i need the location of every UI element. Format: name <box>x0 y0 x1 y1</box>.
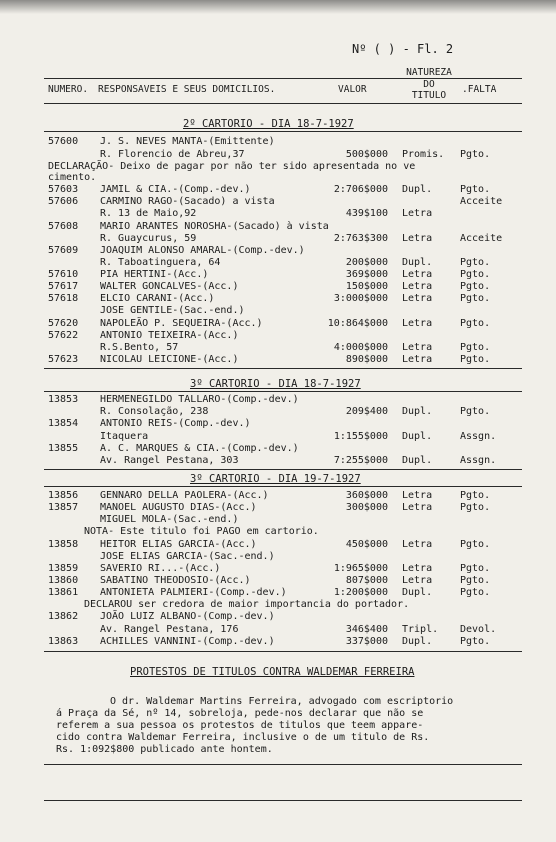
header-natureza-line3: TITULO <box>411 90 447 101</box>
row-number: 57609 <box>48 245 79 256</box>
header-falta: .FALTA <box>462 84 497 95</box>
row-natureza: Letra <box>402 293 433 304</box>
row-valor: 200$000 <box>345 257 388 268</box>
section-title-2: 3º CARTORIO - DIA 18-7-1927 <box>190 378 361 390</box>
row-number: 13855 <box>48 443 79 454</box>
row-number: 57617 <box>48 281 79 292</box>
row-responsavel: ACHILLES VANNINI-(Comp.-dev.) <box>100 636 275 647</box>
row-responsavel: R. Guaycurus, 59 <box>100 233 197 244</box>
header-natureza <box>398 67 460 102</box>
header-natureza-line1: NATUREZA <box>406 67 452 78</box>
header-natureza-line2: DO <box>423 78 435 90</box>
article-title: PROTESTOS DE TITULOS CONTRA WALDEMAR FERREIRA <box>130 666 415 678</box>
row-number: 13861 <box>48 587 79 598</box>
row-responsavel: ANTONIETA PALMIERI-(Comp.-dev.) <box>100 587 287 598</box>
row-responsavel: HERMENEGILDO TALLARO-(Comp.-dev.) <box>100 394 299 405</box>
row-falta: Assgn. <box>460 455 497 466</box>
section-end-rule-1 <box>44 368 522 369</box>
row-falta: Pgto. <box>460 587 491 598</box>
article-line-3: referem a sua pessoa os protestos de titulos que teem appare- <box>56 720 424 731</box>
row-responsavel: JOSE GENTILE-(Sac.-end.) <box>100 305 245 316</box>
row-falta: Pgto. <box>460 318 491 329</box>
row-responsavel: MIGUEL MOLA-(Sac.-end.) <box>100 514 239 525</box>
note-declaracao-cont: cimento. <box>48 172 97 183</box>
row-natureza: Dupl. <box>402 587 433 598</box>
row-falta: Acceite <box>460 233 503 244</box>
row-natureza: Letra <box>402 281 433 292</box>
row-natureza: Letra <box>402 490 433 501</box>
row-valor: 890$000 <box>345 354 388 365</box>
row-number: 57608 <box>48 221 79 232</box>
row-falta: Pgto. <box>460 184 491 195</box>
row-valor: 300$000 <box>345 502 388 513</box>
row-natureza: Letra <box>402 539 433 550</box>
row-valor: 369$000 <box>345 269 388 280</box>
row-responsavel: Av. Rangel Pestana, 176 <box>100 624 239 635</box>
row-falta: Pgto. <box>460 149 491 160</box>
row-natureza: Dupl. <box>402 431 433 442</box>
row-responsavel: MANOEL AUGUSTO DIAS-(Acc.) <box>100 502 257 513</box>
row-responsavel: PIA HERTINI-(Acc.) <box>100 269 209 280</box>
section-rule-1 <box>44 131 522 132</box>
row-number: 13863 <box>48 636 79 647</box>
header-responsaveis: RESPONSAVEIS E SEUS DOMICILIOS. <box>98 84 276 95</box>
row-responsavel: HEITOR ELIAS GARCIA-(Acc.) <box>100 539 257 550</box>
row-responsavel: NICOLAU LEICIONE-(Acc.) <box>100 354 239 365</box>
row-number: 57600 <box>48 136 79 147</box>
row-responsavel: SABATINO THEODOSIO-(Acc.) <box>100 575 251 586</box>
row-natureza: Dupl. <box>402 406 433 417</box>
row-responsavel: R. Taboatinguera, 64 <box>100 257 221 268</box>
row-valor: 807$000 <box>345 575 388 586</box>
header-numero: NUMERO. <box>48 84 89 95</box>
row-valor: 1:200$000 <box>333 587 388 598</box>
note-declaracao: DECLARAÇÃO- Deixo de pagar por não ter sido apresentada no ve <box>48 161 416 172</box>
row-natureza: Dupl. <box>402 455 433 466</box>
row-falta: Pgto. <box>460 293 491 304</box>
row-responsavel: A. C. MARQUES & CIA.-(Comp.-dev.) <box>100 443 299 454</box>
row-valor: 360$000 <box>345 490 388 501</box>
row-responsavel: JOÃO LUIZ ALBANO-(Comp.-dev.) <box>100 611 275 622</box>
row-responsavel: JOAQUIM ALONSO AMARAL-(Comp.-dev.) <box>100 245 305 256</box>
note-pago: NOTA- Este titulo foi PAGO em cartorio. <box>84 526 319 537</box>
row-valor: 209$400 <box>345 406 388 417</box>
row-falta: Pgto. <box>460 575 491 586</box>
row-responsavel: ANTONIO TEIXEIRA-(Acc.) <box>100 330 239 341</box>
row-valor: 337$000 <box>345 636 388 647</box>
scan-edge-shadow <box>0 0 556 14</box>
row-falta: Pgto. <box>460 636 491 647</box>
row-valor: 450$000 <box>345 539 388 550</box>
article-line-1: O dr. Waldemar Martins Ferreira, advogado com escriptorio <box>110 696 454 707</box>
section-rule-2 <box>44 391 522 392</box>
row-valor: 1:155$000 <box>333 431 388 442</box>
row-responsavel: GENNARO DELLA PAOLERA-(Acc.) <box>100 490 269 501</box>
row-valor: 439$100 <box>345 208 388 219</box>
section-title-1: 2º CARTORIO - DIA 18-7-1927 <box>183 118 354 130</box>
row-falta: Pgto. <box>460 539 491 550</box>
row-number: 13858 <box>48 539 79 550</box>
row-responsavel: R. Florencio de Abreu,37 <box>100 149 245 160</box>
row-valor: 150$000 <box>345 281 388 292</box>
row-falta: Pgto. <box>460 490 491 501</box>
row-falta: Pgto. <box>460 281 491 292</box>
row-natureza: Letra <box>402 318 433 329</box>
row-responsavel: WALTER GONCALVES-(Acc.) <box>100 281 239 292</box>
row-natureza: Letra <box>402 563 433 574</box>
row-responsavel: JOSE ELIAS GARCIA-(Sac.-end.) <box>100 551 275 562</box>
row-natureza: Dupl. <box>402 636 433 647</box>
row-falta: Assgn. <box>460 431 497 442</box>
row-natureza: Dupl. <box>402 257 433 268</box>
row-valor: 346$400 <box>345 624 388 635</box>
row-responsavel: J. S. NEVES MANTA-(Emittente) <box>100 136 275 147</box>
footer-rule-2 <box>44 800 522 801</box>
row-number: 57610 <box>48 269 79 280</box>
article-line-2: á Praça da Sé, nº 14, sobreloja, pede-nos declarar que não se <box>56 708 424 719</box>
row-valor: 4:000$000 <box>333 342 388 353</box>
row-responsavel: MARIO ARANTES NOROSHA-(Sacado) à vista <box>100 221 329 232</box>
row-number: 57603 <box>48 184 79 195</box>
row-number: 57606 <box>48 196 79 207</box>
row-falta: Pgto. <box>460 354 491 365</box>
row-valor: 2:763$300 <box>333 233 388 244</box>
row-valor: 3:000$000 <box>333 293 388 304</box>
article-line-5: Rs. 1:092$800 publicado ante hontem. <box>56 744 273 755</box>
row-falta: Pgto. <box>460 502 491 513</box>
row-natureza: Dupl. <box>402 184 433 195</box>
row-responsavel: Av. Rangel Pestana, 303 <box>100 455 239 466</box>
row-responsavel: R. Consolação, 238 <box>100 406 209 417</box>
row-responsavel: JAMIL & CIA.-(Comp.-dev.) <box>100 184 251 195</box>
header-rule-bottom <box>44 103 522 104</box>
row-valor: 1:965$000 <box>333 563 388 574</box>
row-number: 57622 <box>48 330 79 341</box>
row-responsavel: NAPOLEÃO P. SEQUEIRA-(Acc.) <box>100 318 263 329</box>
row-falta: Pgto. <box>460 269 491 280</box>
header-valor: VALOR <box>338 84 367 95</box>
note-declarou: DECLAROU ser credora de maior importancia do portador. <box>84 599 410 610</box>
section-title-3: 3º CARTORIO - DIA 19-7-1927 <box>190 473 361 485</box>
row-natureza: Letra <box>402 233 433 244</box>
row-responsavel: ANTONIO REIS-(Comp.-dev.) <box>100 418 251 429</box>
footer-rule-1 <box>44 764 522 765</box>
row-falta: Pgto. <box>460 563 491 574</box>
row-responsavel: Itaquera <box>100 431 149 442</box>
page-number: Nº ( ) - Fl. 2 <box>352 42 454 56</box>
row-number: 57623 <box>48 354 79 365</box>
row-number: 13857 <box>48 502 79 513</box>
section-rule-3 <box>44 486 522 487</box>
row-responsavel: R.S.Bento, 57 <box>100 342 179 353</box>
row-number: 57618 <box>48 293 79 304</box>
row-number: 57620 <box>48 318 79 329</box>
row-number: 13860 <box>48 575 79 586</box>
row-falta: Acceite <box>460 196 503 207</box>
row-natureza: Letra <box>402 342 433 353</box>
row-valor: 7:255$000 <box>333 455 388 466</box>
row-falta: Pgto. <box>460 406 491 417</box>
section-end-rule-2 <box>44 469 522 470</box>
row-valor: 2:706$000 <box>333 184 388 195</box>
row-number: 13862 <box>48 611 79 622</box>
article-line-4: cido contra Waldemar Ferreira, inclusive o de um titulo de Rs. <box>56 732 430 743</box>
row-natureza: Promis. <box>402 149 445 160</box>
row-number: 13853 <box>48 394 79 405</box>
row-natureza: Letra <box>402 502 433 513</box>
row-natureza: Letra <box>402 208 433 219</box>
row-number: 13854 <box>48 418 79 429</box>
row-natureza: Letra <box>402 575 433 586</box>
row-responsavel: ELCIO CARANI-(Acc.) <box>100 293 215 304</box>
row-valor: 500$000 <box>345 149 388 160</box>
table-end-rule <box>44 651 522 652</box>
row-falta: Devol. <box>460 624 497 635</box>
row-responsavel: SAVERIO RI...-(Acc.) <box>100 563 221 574</box>
row-falta: Pgto. <box>460 342 491 353</box>
row-natureza: Letra <box>402 354 433 365</box>
row-responsavel: R. 13 de Maio,92 <box>100 208 197 219</box>
row-valor: 10:864$000 <box>327 318 388 329</box>
row-natureza: Tripl. <box>402 624 439 635</box>
row-falta: Pgto. <box>460 257 491 268</box>
row-natureza: Letra <box>402 269 433 280</box>
row-number: 13859 <box>48 563 79 574</box>
row-number: 13856 <box>48 490 79 501</box>
row-responsavel: CARMINO RAGO-(Sacado) a vista <box>100 196 275 207</box>
